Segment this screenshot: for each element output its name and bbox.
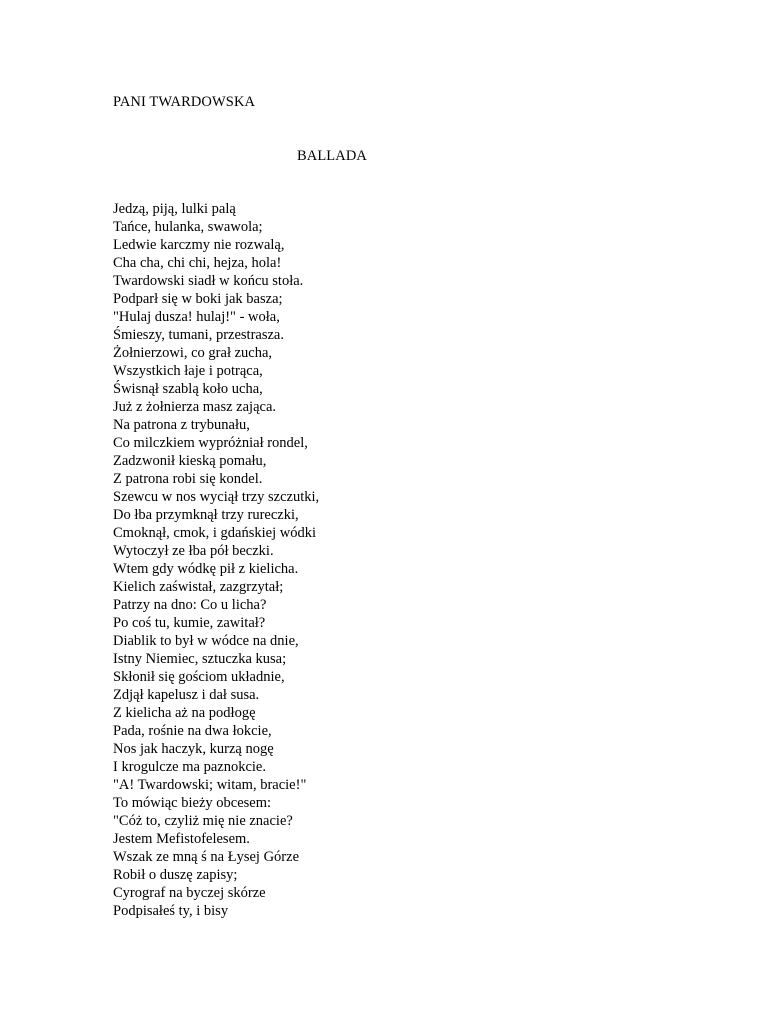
poem-line: Kielich zaświstał, zazgrzytał; — [113, 579, 284, 595]
poem-line: Cha cha, chi chi, hejza, hola! — [113, 255, 282, 271]
poem-line: Z patrona robi się kondel. — [113, 471, 263, 487]
poem-line: Żołnierzowi, co grał zucha, — [113, 345, 273, 361]
poem-line: Robił o duszę zapisy; — [113, 867, 238, 883]
poem-line: Zdjął kapelusz i dał susa. — [113, 687, 260, 703]
poem-line: I krogulcze ma paznokcie. — [113, 759, 266, 775]
poem-line: Nos jak haczyk, kurzą nogę — [113, 741, 274, 757]
poem-text — [113, 200, 319, 920]
poem-line: Co milczkiem wypróżniał rondel, — [113, 435, 308, 451]
poem-line: Pada, rośnie na dwa łokcie, — [113, 723, 272, 739]
poem-line: Po coś tu, kumie, zawitał? — [113, 615, 266, 631]
poem-line: To mówiąc bieży obcesem: — [113, 795, 272, 811]
poem-line: Podpisałeś ty, i bisy — [113, 903, 229, 919]
poem-line: Szewcu w nos wyciął trzy szczutki, — [113, 489, 320, 505]
poem-line: Skłonił się gościom układnie, — [113, 669, 285, 685]
poem-line: Cmoknął, cmok, i gdańskiej wódki — [113, 525, 316, 541]
poem-line: Już z żołnierza masz zająca. — [113, 399, 277, 415]
poem-line: Wytoczył ze łba pół beczki. — [113, 543, 274, 559]
poem-line: Tańce, hulanka, swawola; — [113, 219, 263, 235]
poem-line: Istny Niemiec, sztuczka kusa; — [113, 651, 287, 667]
poem-line: Patrzy na dno: Co u licha? — [113, 597, 267, 613]
poem-line: Twardowski siadł w końcu stoła. — [113, 273, 304, 289]
poem-line: Na patrona z trybunału, — [113, 417, 250, 433]
poem-line: "Hulaj dusza! hulaj!" - woła, — [113, 309, 280, 325]
poem-line: Jedzą, piją, lulki palą — [113, 201, 236, 217]
document-subtitle: BALLADA — [297, 148, 367, 164]
poem-line: Jestem Mefistofelesem. — [113, 831, 250, 847]
poem-line: Diablik to był w wódce na dnie, — [113, 633, 299, 649]
poem-line: "Cóż to, czyliż mię nie znacie? — [113, 813, 293, 829]
poem-line: Świsnął szablą koło ucha, — [113, 381, 263, 397]
poem-line: Wszak ze mną ś na Łysej Górze — [113, 849, 300, 865]
poem-line: "A! Twardowski; witam, bracie!" — [113, 777, 307, 793]
poem-line: Wszystkich łaje i potrąca, — [113, 363, 263, 379]
poem-line: Z kielicha aż na podłogę — [113, 705, 256, 721]
poem-line: Do łba przymknął trzy rureczki, — [113, 507, 299, 523]
poem-line: Podparł się w boki jak basza; — [113, 291, 283, 307]
poem-line: Śmieszy, tumani, przestrasza. — [113, 327, 284, 343]
poem-line: Ledwie karczmy nie rozwalą, — [113, 237, 285, 253]
poem-line: Zadzwonił kieską pomału, — [113, 453, 267, 469]
document-title: PANI TWARDOWSKA — [113, 94, 256, 110]
poem-line: Wtem gdy wódkę pił z kielicha. — [113, 561, 299, 577]
poem-line: Cyrograf na byczej skórze — [113, 885, 266, 901]
